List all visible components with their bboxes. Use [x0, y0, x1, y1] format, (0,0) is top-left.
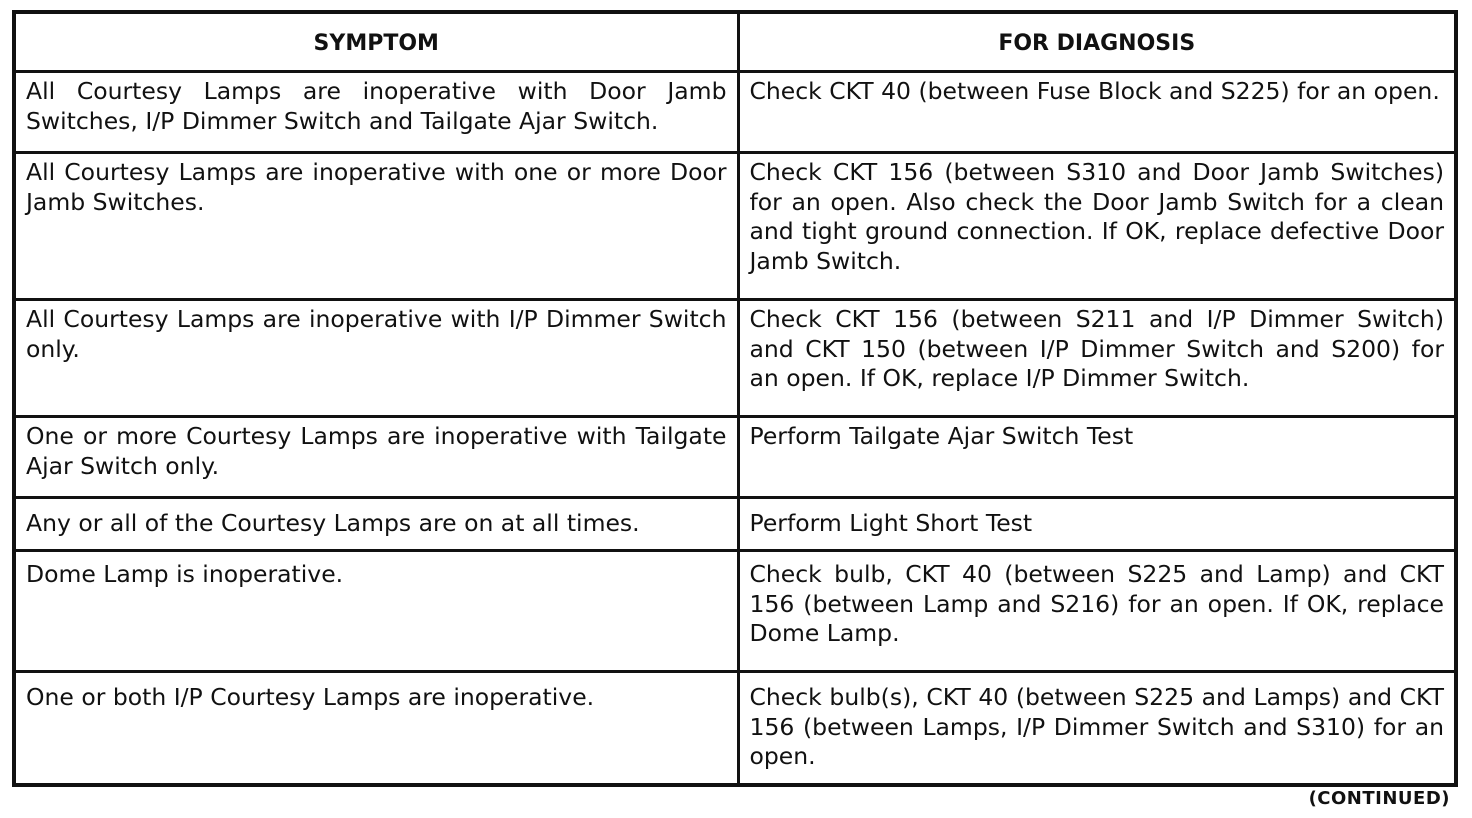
symptom-cell: All Courtesy Lamps are inoperative with I/P Dimmer Switch only. [14, 300, 738, 417]
table-row [14, 153, 1456, 300]
diagnosis-cell: Check CKT 156 (between S310 and Door Jamb Switches) for an open. Also check the Door Jamb Switch for a clean and tight ground connection. If OK, replace defective Door Jamb Switch. [738, 153, 1456, 300]
table-row [14, 551, 1456, 672]
symptom-cell: Any or all of the Courtesy Lamps are on at all times. [14, 498, 738, 551]
symptom-cell: Dome Lamp is inoperative. [14, 551, 738, 672]
symptom-column-header: SYMPTOM [14, 12, 738, 72]
table-row [14, 417, 1456, 498]
table-row [14, 498, 1456, 551]
continued-note: (CONTINUED) [1308, 788, 1450, 809]
table-row [14, 72, 1456, 153]
diagnosis-cell: Check CKT 156 (between S211 and I/P Dimmer Switch) and CKT 150 (between I/P Dimmer Switch and S200) for an open. If OK, replace I/P Dimmer Switch. [738, 300, 1456, 417]
symptom-cell: All Courtesy Lamps are inoperative with one or more Door Jamb Switches. [14, 153, 738, 300]
diagnosis-column-header: FOR DIAGNOSIS [738, 12, 1456, 72]
diagnosis-cell: Perform Light Short Test [738, 498, 1456, 551]
diagnosis-cell: Check CKT 40 (between Fuse Block and S225) for an open. [738, 72, 1456, 153]
symptom-cell: All Courtesy Lamps are inoperative with Door Jamb Switches, I/P Dimmer Switch and Tailgate Ajar Switch. [14, 72, 738, 153]
symptom-cell: One or more Courtesy Lamps are inoperative with Tailgate Ajar Switch only. [14, 417, 738, 498]
table-row [14, 672, 1456, 786]
symptom-cell: One or both I/P Courtesy Lamps are inoperative. [14, 672, 738, 786]
diagnosis-cell: Perform Tailgate Ajar Switch Test [738, 417, 1456, 498]
diagnosis-cell: Check bulb(s), CKT 40 (between S225 and Lamps) and CKT 156 (between Lamps, I/P Dimmer Switch and S310) for an open. [738, 672, 1456, 786]
diagnosis-table [12, 10, 1458, 787]
table-header-row [14, 12, 1456, 72]
table-row [14, 300, 1456, 417]
diagnosis-cell: Check bulb, CKT 40 (between S225 and Lamp) and CKT 156 (between Lamp and S216) for an open. If OK, replace Dome Lamp. [738, 551, 1456, 672]
